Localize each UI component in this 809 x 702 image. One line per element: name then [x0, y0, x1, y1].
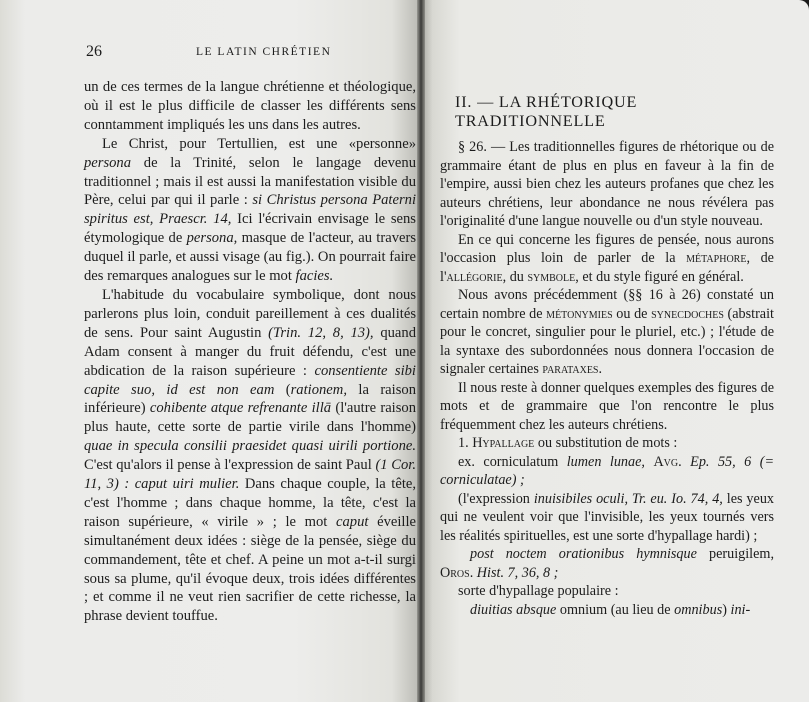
right-paragraph — [440, 545, 774, 582]
text-run: la raison inférieure) — [84, 381, 416, 417]
italic-run: facies. — [295, 268, 334, 285]
text-run: ) — [722, 601, 731, 618]
right-paragraph — [440, 453, 774, 490]
text-run: (l'autre raison plus haute, cette sorte de partie virile dans l'homme) — [84, 400, 417, 436]
text-run: masque de l'acteur, au travers duquel il parle, et aussi visage (au fig.). On pourrait faire des remarques analogues sur le mot — [84, 230, 417, 285]
small-caps-run: parataxes — [542, 361, 599, 377]
small-caps-run: Hypallage — [472, 435, 535, 451]
text-run: éveille simultanément deux idées : siège de la pensée, siège du commandement, tête et chef. A peine un mot a-t-il surgi sous sa plume, qu'il évoque deux, trois idées différentes ; et comme il ne veut rien sacrifier de cette richesse, la phrase devient touffue. — [84, 513, 416, 625]
small-caps-run: symbole — [527, 268, 576, 285]
left-paragraph — [84, 286, 416, 626]
text-run: Nous avons précédemment (§§ 16 à 26) constaté un certain nombre de — [440, 287, 774, 322]
text-run: un de ces termes de la langue chrétienne et théologique, où il est le plus difficile de classer les différents sens conn — [84, 79, 416, 133]
right-paragraph — [440, 231, 774, 287]
text-run — [682, 454, 690, 470]
text-run: Il nous reste à donner quelques exemples des figures de mots et de grammaire que l'on rencontre le plus fréquemment chez les auteurs chrétiens. — [440, 379, 774, 433]
small-caps-run: synecdoches — [651, 305, 724, 322]
small-caps-run: allégorie — [446, 268, 503, 285]
text-run: , de l' — [440, 250, 774, 285]
italic-run: omnibus — [674, 601, 723, 618]
text-run: Le Christ, pour Tertullien, est une «personne» — [102, 135, 416, 152]
right-paragraph — [440, 138, 774, 231]
italic-run: si Christus persona Paterni spiritus est, Praescr. 14, — [84, 192, 416, 228]
text-run: , et du style figuré en général. — [575, 268, 744, 285]
text-run: L'habitude du vocabulaire symbolique, dont nous parlerons plus loin, conduit pareillement à ces dualités de sens. Pour saint Augustin — [84, 286, 416, 341]
italic-run: (1 Cor. 11, 3) : caput uiri mulier. — [84, 457, 417, 493]
text-run: ou de — [612, 305, 652, 322]
text-run: ex. corniculatum — [458, 453, 567, 470]
italic-run: consentiente sibi capite suo, id est non eam — [84, 362, 416, 398]
book-gutter — [417, 0, 425, 702]
text-run: Ici l'écrivain envisage le sens étymologique de — [84, 211, 416, 247]
text-run: ou substitution de mots : — [534, 435, 678, 451]
small-caps-run: métonymies — [546, 305, 613, 322]
italic-run: (Trin. 12, 8, 13), — [268, 324, 374, 341]
text-run: 1. — [458, 435, 473, 451]
italic-run: diuitias absque — [470, 601, 557, 618]
small-caps-run: Avg. — [653, 453, 682, 470]
text-run: (abstrait pour le concret, singulier pour le pluriel, etc.) ; l'étude de la syntaxe des subordonnées nous donnera l'occasion de signaler certaines — [440, 305, 774, 377]
small-caps-run: métaphore — [686, 250, 747, 266]
text-run: Dans chaque couple, la tête, c'est l'homme ; dans chaque homme, la tête, c'est la raison supérieure, « virile » ; le mot — [84, 476, 416, 530]
italic-run: Ep. 55, 6 (= corniculatae) ; — [440, 453, 775, 488]
section-title: II. — LA RHÉTORIQUE TRADITIONNELLE — [455, 93, 638, 130]
text-run: de la Trinité, selon le langage devenu traditionnel ; mais il est aussi la manifestation visible du Père, celui par qui il parle : — [84, 154, 416, 209]
text-run: (l'expression — [458, 490, 534, 507]
left-paragraph — [84, 135, 416, 286]
italic-run: rationem, — [290, 381, 347, 398]
running-title: LE LATIN CHRÉTIEN — [196, 46, 332, 58]
italic-run: caput — [336, 513, 369, 530]
text-run: sorte d'hypallage populaire : — [458, 583, 619, 599]
left-page-text — [84, 78, 416, 626]
italic-run: quae in specula consilii praesidet quasi uirili portione. — [84, 438, 416, 455]
page-number: 26 — [86, 43, 102, 60]
text-run: ( — [274, 381, 291, 398]
text-run: C'est qu'alors il pense à l'expression de saint Paul — [84, 457, 376, 474]
italic-run: post noctem orationibus hymnisque — [470, 546, 697, 562]
text-run: . — [598, 361, 603, 377]
italic-run: persona, — [186, 230, 238, 247]
text-run: omnium (au lieu de — [556, 601, 675, 618]
right-paragraph — [440, 601, 774, 620]
right-paragraph — [440, 434, 774, 453]
right-paragraph — [440, 286, 774, 379]
right-paragraph — [440, 582, 774, 601]
italic-run: Hist. 7, 36, 8 ; — [476, 564, 559, 581]
left-paragraph — [84, 78, 416, 135]
right-page-text — [440, 138, 774, 619]
italic-run: ini- — [730, 601, 751, 618]
text-run: tamment impliqués les uns dans les autres. — [112, 116, 361, 133]
text-run: quand Adam consent à manger du fruit défendu, c'est une abdication de la raison supérieure : — [84, 324, 416, 379]
italic-run: cohibente atque refrenante illā — [149, 400, 332, 417]
italic-run: persona — [84, 154, 132, 171]
text-run: , du — [502, 268, 528, 285]
text-run: En ce qui concerne les figures de pensée, nous aurons l'occasion plus loin de parler de la — [440, 231, 774, 266]
right-paragraph — [440, 379, 774, 435]
right-paragraph — [440, 490, 774, 546]
text-run: peruigilem, — [696, 546, 774, 562]
italic-run: lumen lunae, — [566, 453, 645, 470]
text-run: § 26. — Les traditionnelles figures de rhétorique ou de grammaire étant de plus en plus en faveur à la fin de l'empire, aussi bien chez les auteurs profanes que chez les auteurs chrétiens, leur abondance ne nous révélera pas l'originalité d'une langue nouvelle ou d'un style nouveau. — [440, 139, 774, 229]
italic-run: inuisibiles oculi, Tr. eu. Io. 74, 4, — [533, 490, 723, 507]
text-run: les yeux qui ne veulent voir que l'invisible, les yeux tournés vers les réalités spirituelles, est une sorte d'hypallage hardi) ; — [440, 490, 775, 544]
small-caps-run: Oros. — [440, 564, 474, 581]
